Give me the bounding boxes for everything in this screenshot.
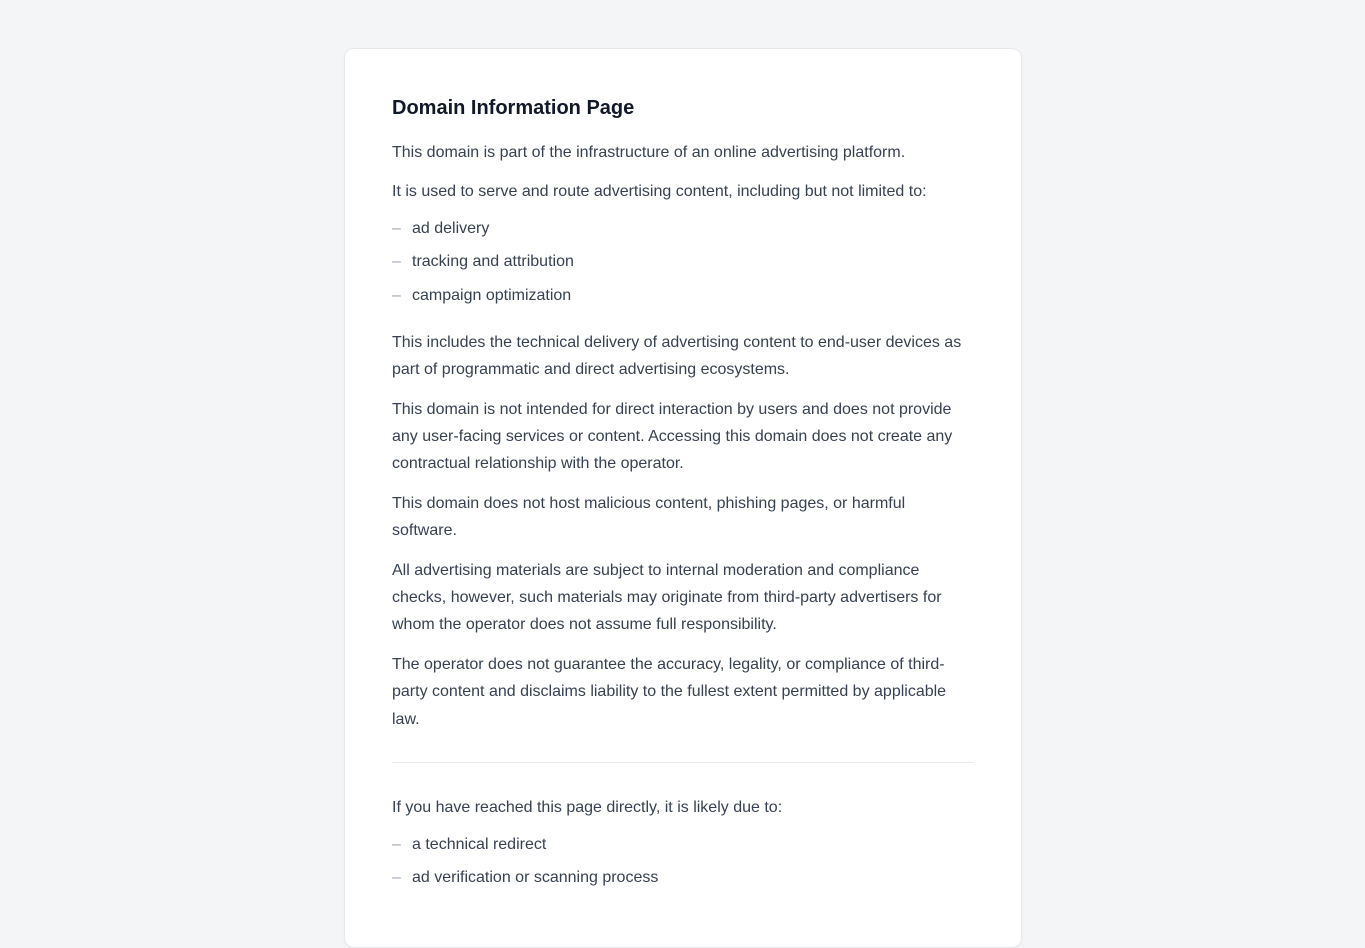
dash-bullet-icon: – [392, 219, 401, 237]
list-item-label: tracking and attribution [412, 253, 574, 271]
dash-bullet-icon: – [392, 869, 401, 886]
dash-bullet-icon: – [392, 835, 401, 853]
list-item [392, 867, 973, 889]
list-item-label: campaign optimization [412, 286, 572, 304]
list-item [392, 834, 973, 856]
divider [392, 762, 973, 763]
list-item [392, 285, 973, 307]
reached-intro-paragraph: If you have reached this page directly, it is likely due to: [392, 799, 783, 817]
page-title: Domain Information Page [392, 97, 635, 119]
dash-bullet-icon: – [392, 253, 401, 271]
intro-paragraph: It is used to serve and route advertising content, including but not limited to: [392, 183, 927, 201]
uses-list [392, 218, 973, 307]
detail-paragraph: The operator does not guarantee the accuracy, legality, or compliance of third-party content and disclaims liability to the fullest extent permitted by applicable law. [392, 655, 947, 728]
intro-paragraph: This domain is part of the infrastructure of an online advertising platform. [392, 144, 906, 161]
list-item-label: a technical redirect [412, 835, 547, 853]
detail-paragraph: All advertising materials are subject to internal moderation and compliance checks, however, such materials may originate from third-party advertisers for whom the operator does not assume full responsibility. [392, 561, 942, 634]
detail-paragraph: This domain does not host malicious content, phishing pages, or harmful software. [392, 494, 906, 540]
list-item-label: ad verification or scanning process [412, 869, 659, 886]
dash-bullet-icon: – [392, 286, 401, 304]
info-card [344, 48, 1022, 948]
reasons-list [392, 834, 973, 890]
list-item [392, 251, 973, 273]
list-item-label: ad delivery [412, 219, 490, 237]
detail-paragraph: This domain is not intended for direct interaction by users and does not provide any user-facing services or content. Accessing this domain does not create any contractual relationship with the operator. [392, 400, 953, 473]
detail-paragraph: This includes the technical delivery of advertising content to end-user devices as part of programmatic and direct advertising ecosystems. [392, 333, 962, 379]
list-item [392, 218, 973, 240]
